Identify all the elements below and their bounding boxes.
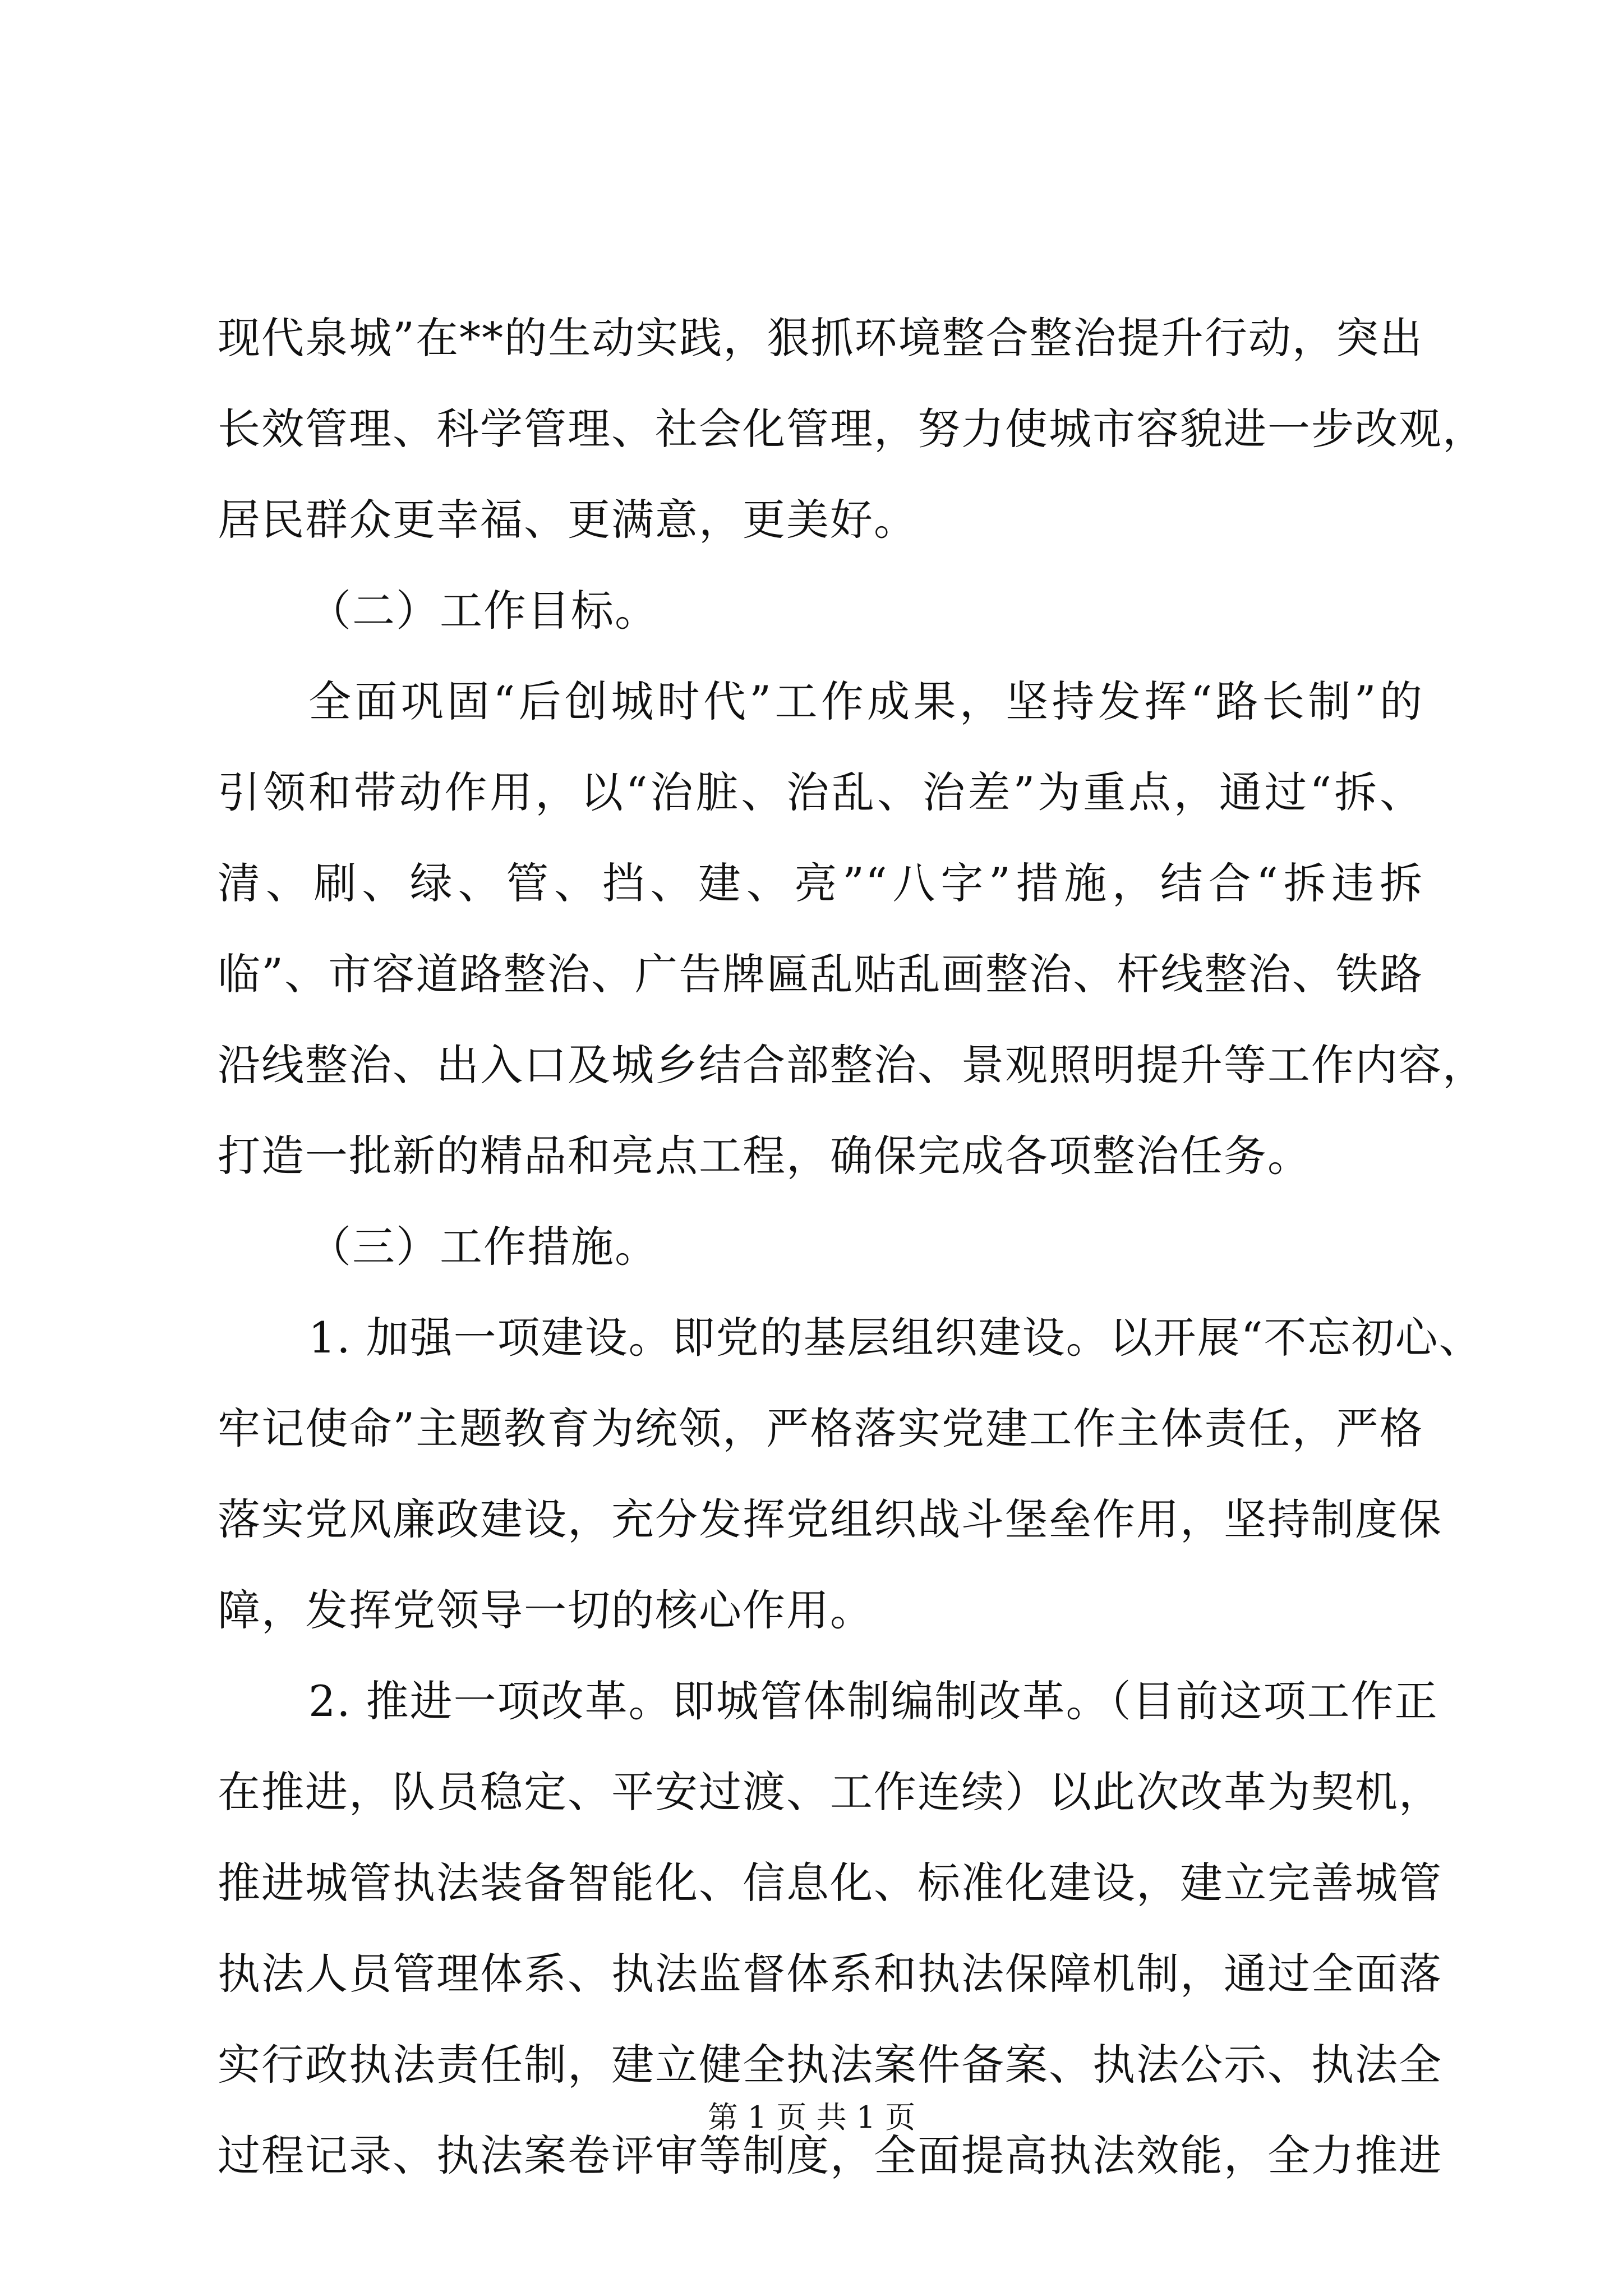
- text-line: 过程记录、执法案卷评审等制度，全面提高执法效能，全力推进: [218, 2131, 1442, 2180]
- text-line: 2. 推进一项改革。即城管体制编制改革。（目前这项工作正: [308, 1676, 1438, 1726]
- text-line: 长效管理、科学管理、社会化管理，努力使城市容貌进一步改观，: [218, 404, 1486, 454]
- text-line: 居民群众更幸福、更满意，更美好。: [218, 495, 917, 545]
- body-text: [218, 293, 1486, 2201]
- text-line: （三）工作措施。: [308, 1222, 658, 1272]
- text-line: 落实党风廉政建设，充分发挥党组织战斗堡垒作用，坚持制度保: [218, 1494, 1442, 1544]
- text-line: 1. 加强一项建设。即党的基层组织建设。以开展“不忘初心、: [308, 1313, 1483, 1363]
- text-line: 打造一批新的精品和亮点工程，确保完成各项整治任务。: [218, 1131, 1311, 1181]
- text-line: 清、刷、绿、管、挡、建、亮”“八字”措施，结合“拆违拆: [218, 858, 1423, 908]
- text-line: （二）工作目标。: [308, 586, 658, 636]
- text-line: 执法人员管理体系、执法监督体系和执法保障机制，通过全面落: [218, 1949, 1442, 1999]
- text-line: 沿线整治、出入口及城乡结合部整治、景观照明提升等工作内容，: [218, 1040, 1486, 1090]
- page-footer: 第 1 页 共 1 页: [707, 2100, 916, 2135]
- text-line: 牢记使命”主题教育为统领，严格落实党建工作主体责任，严格: [218, 1404, 1423, 1453]
- text-line: 现代泉城”在**的生动实践，狠抓环境整合整治提升行动，突出: [218, 313, 1423, 363]
- text-line: 引领和带动作用，以“治脏、治乱、治差”为重点，通过“拆、: [218, 767, 1423, 817]
- text-line: 推进城管执法装备智能化、信息化、标准化建设，建立完善城管: [218, 1858, 1442, 1908]
- text-line: 障，发挥党领导一切的核心作用。: [218, 1585, 874, 1635]
- text-line: 临”、市容道路整治、广告牌匾乱贴乱画整治、杆线整治、铁路: [218, 949, 1423, 999]
- text-line: 实行政执法责任制，建立健全执法案件备案、执法公示、执法全: [218, 2040, 1442, 2090]
- text-line: 全面巩固“后创城时代”工作成果，坚持发挥“路长制”的: [308, 677, 1423, 726]
- text-line: 在推进，队员稳定、平安过渡、工作连续）以此次改革为契机，: [218, 1767, 1442, 1817]
